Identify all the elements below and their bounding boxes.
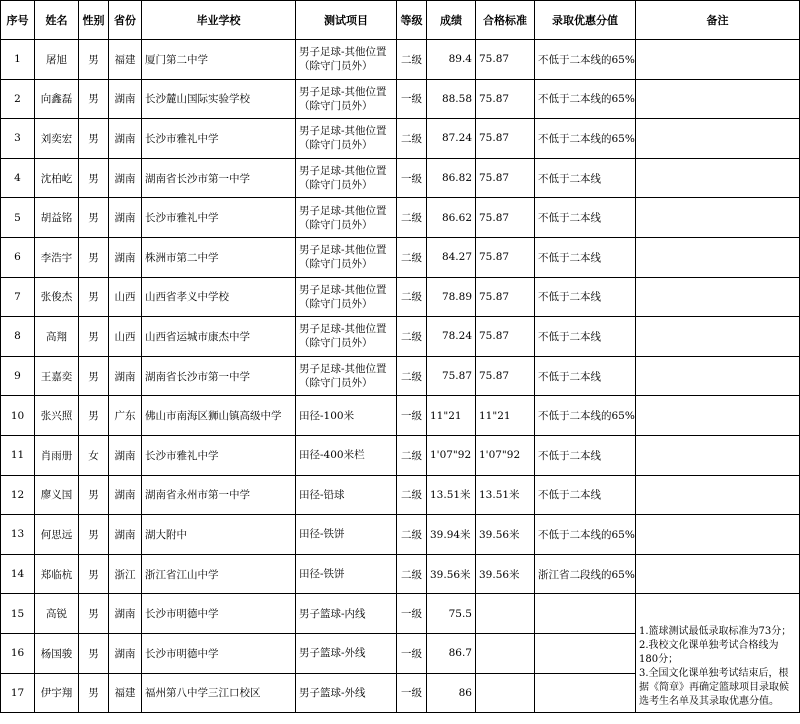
- cell-gender: 男: [79, 594, 109, 634]
- cell-level: 二级: [397, 277, 427, 317]
- cell-gender: 男: [79, 554, 109, 594]
- cell-seq: 8: [1, 317, 35, 357]
- cell-province: 湖南: [109, 475, 142, 515]
- cell-event: 男子足球-其他位置（除守门员外）: [296, 158, 397, 198]
- cell-seq: 13: [1, 515, 35, 555]
- cell-name: 屠旭: [35, 40, 79, 80]
- table-row: [1, 515, 800, 555]
- cell-remark: [636, 396, 800, 436]
- cell-name: 杨国骏: [35, 633, 79, 673]
- cell-province: 福建: [109, 673, 142, 712]
- cell-name: 肖雨册: [35, 435, 79, 475]
- table-row: [1, 396, 800, 436]
- table-row: [1, 317, 800, 357]
- cell-province: 湖南: [109, 119, 142, 159]
- cell-score: 87.24: [427, 119, 476, 159]
- table-row: [1, 237, 800, 277]
- cell-offer: 不低于二本线: [535, 317, 636, 357]
- cell-score: 39.94米: [427, 515, 476, 555]
- cell-standard: 75.87: [476, 158, 535, 198]
- cell-standard: 75.87: [476, 317, 535, 357]
- header-offer: 录取优惠分值: [535, 1, 636, 40]
- cell-school: 长沙市雅礼中学: [142, 435, 296, 475]
- cell-seq: 15: [1, 594, 35, 634]
- cell-school: 山西省孝义中学校: [142, 277, 296, 317]
- cell-school: 福州第八中学三江口校区: [142, 673, 296, 712]
- cell-score: 88.58: [427, 79, 476, 119]
- cell-standard: [476, 594, 535, 634]
- cell-remark: [636, 79, 800, 119]
- cell-score: 89.4: [427, 40, 476, 80]
- cell-score: 86.7: [427, 633, 476, 673]
- cell-seq: 6: [1, 237, 35, 277]
- header-event: 测试项目: [296, 1, 397, 40]
- cell-event: 田径-铅球: [296, 475, 397, 515]
- basketball-remark-note: [636, 594, 800, 712]
- cell-gender: 男: [79, 198, 109, 238]
- cell-remark: [636, 554, 800, 594]
- cell-standard: [476, 633, 535, 673]
- cell-name: 高锐: [35, 594, 79, 634]
- cell-offer: 不低于二本线: [535, 435, 636, 475]
- cell-score: 75.5: [427, 594, 476, 634]
- cell-score: 86: [427, 673, 476, 712]
- cell-seq: 16: [1, 633, 35, 673]
- header-seq: 序号: [1, 1, 35, 40]
- cell-level: 二级: [397, 356, 427, 396]
- cell-name: 王嘉奕: [35, 356, 79, 396]
- cell-standard: 13.51米: [476, 475, 535, 515]
- cell-offer: [535, 673, 636, 712]
- cell-level: 二级: [397, 119, 427, 159]
- cell-level: 二级: [397, 554, 427, 594]
- cell-seq: 1: [1, 40, 35, 80]
- cell-standard: 1'07"92: [476, 435, 535, 475]
- cell-offer: 不低于二本线: [535, 158, 636, 198]
- remark-note-line: 3.全国文化课单独考试结束后，根据《简章》再确定篮球项目录取候选考生名单及其录取优惠分值。: [639, 667, 789, 707]
- cell-offer: 不低于二本线的65%: [535, 119, 636, 159]
- cell-level: 二级: [397, 515, 427, 555]
- cell-name: 郑临杭: [35, 554, 79, 594]
- header-score: 成绩: [427, 1, 476, 40]
- cell-province: 浙江: [109, 554, 142, 594]
- cell-level: 一级: [397, 396, 427, 436]
- cell-school: 湖大附中: [142, 515, 296, 555]
- cell-province: 湖南: [109, 435, 142, 475]
- remark-note-line: 2.我校文化课单独考试合格线为180分；: [639, 639, 779, 665]
- cell-standard: 75.87: [476, 79, 535, 119]
- cell-school: 长沙市明德中学: [142, 633, 296, 673]
- cell-province: 湖南: [109, 158, 142, 198]
- cell-seq: 14: [1, 554, 35, 594]
- cell-remark: [636, 40, 800, 80]
- cell-gender: 男: [79, 119, 109, 159]
- cell-offer: 不低于二本线: [535, 277, 636, 317]
- table-row: [1, 435, 800, 475]
- header-standard: 合格标准: [476, 1, 535, 40]
- cell-event: 男子足球-其他位置（除守门员外）: [296, 237, 397, 277]
- cell-offer: 不低于二本线的65%: [535, 40, 636, 80]
- header-province: 省份: [109, 1, 142, 40]
- cell-event: 男子足球-其他位置（除守门员外）: [296, 356, 397, 396]
- table-row: [1, 594, 800, 634]
- cell-standard: 75.87: [476, 277, 535, 317]
- cell-offer: 不低于二本线的65%: [535, 79, 636, 119]
- cell-remark: [636, 198, 800, 238]
- cell-name: 廖义国: [35, 475, 79, 515]
- table-row: [1, 277, 800, 317]
- cell-score: 78.24: [427, 317, 476, 357]
- cell-standard: 75.87: [476, 40, 535, 80]
- cell-level: 一级: [397, 158, 427, 198]
- cell-gender: 男: [79, 237, 109, 277]
- cell-event: 男子足球-其他位置（除守门员外）: [296, 277, 397, 317]
- cell-gender: 男: [79, 673, 109, 712]
- header-school: 毕业学校: [142, 1, 296, 40]
- cell-school: 湖南省长沙市第一中学: [142, 158, 296, 198]
- cell-name: 高翔: [35, 317, 79, 357]
- cell-event: 男子足球-其他位置（除守门员外）: [296, 119, 397, 159]
- cell-school: 长沙市雅礼中学: [142, 119, 296, 159]
- cell-standard: 75.87: [476, 356, 535, 396]
- cell-seq: 2: [1, 79, 35, 119]
- cell-score: 1'07"92: [427, 435, 476, 475]
- cell-offer: 不低于二本线的65%: [535, 515, 636, 555]
- cell-standard: 11"21: [476, 396, 535, 436]
- cell-level: 二级: [397, 40, 427, 80]
- cell-school: 株洲市第二中学: [142, 237, 296, 277]
- cell-remark: [636, 356, 800, 396]
- cell-remark: [636, 515, 800, 555]
- cell-gender: 女: [79, 435, 109, 475]
- cell-gender: 男: [79, 40, 109, 80]
- cell-province: 湖南: [109, 515, 142, 555]
- cell-gender: 男: [79, 79, 109, 119]
- cell-seq: 3: [1, 119, 35, 159]
- cell-standard: 39.56米: [476, 515, 535, 555]
- cell-standard: [476, 673, 535, 712]
- cell-seq: 5: [1, 198, 35, 238]
- cell-name: 张俊杰: [35, 277, 79, 317]
- cell-event: 男子足球-其他位置（除守门员外）: [296, 40, 397, 80]
- cell-province: 山西: [109, 317, 142, 357]
- cell-offer: 不低于二本线的65%: [535, 396, 636, 436]
- table-row: [1, 475, 800, 515]
- cell-level: 二级: [397, 198, 427, 238]
- cell-school: 山西省运城市康杰中学: [142, 317, 296, 357]
- cell-offer: 浙江省二段线的65%: [535, 554, 636, 594]
- cell-province: 山西: [109, 277, 142, 317]
- cell-event: 男子篮球-外线: [296, 673, 397, 712]
- cell-standard: 75.87: [476, 237, 535, 277]
- cell-gender: 男: [79, 158, 109, 198]
- cell-score: 84.27: [427, 237, 476, 277]
- cell-remark: [636, 475, 800, 515]
- cell-name: 沈柏屹: [35, 158, 79, 198]
- cell-seq: 7: [1, 277, 35, 317]
- header-gender: 性别: [79, 1, 109, 40]
- cell-event: 男子篮球-内线: [296, 594, 397, 634]
- cell-province: 湖南: [109, 79, 142, 119]
- cell-event: 田径-400米栏: [296, 435, 397, 475]
- cell-name: 张兴照: [35, 396, 79, 436]
- cell-gender: 男: [79, 633, 109, 673]
- cell-offer: 不低于二本线: [535, 198, 636, 238]
- cell-offer: 不低于二本线: [535, 475, 636, 515]
- cell-event: 男子足球-其他位置（除守门员外）: [296, 79, 397, 119]
- cell-event: 田径-铁饼: [296, 515, 397, 555]
- cell-school: 湖南省永州市第一中学: [142, 475, 296, 515]
- cell-province: 湖南: [109, 594, 142, 634]
- cell-standard: 39.56米: [476, 554, 535, 594]
- cell-level: 二级: [397, 237, 427, 277]
- cell-level: 一级: [397, 673, 427, 712]
- cell-remark: [636, 277, 800, 317]
- cell-school: 湖南省长沙市第一中学: [142, 356, 296, 396]
- cell-gender: 男: [79, 277, 109, 317]
- cell-seq: 9: [1, 356, 35, 396]
- cell-event: 田径-100米: [296, 396, 397, 436]
- cell-level: 二级: [397, 317, 427, 357]
- cell-remark: [636, 119, 800, 159]
- cell-score: 75.87: [427, 356, 476, 396]
- cell-name: 刘奕宏: [35, 119, 79, 159]
- cell-score: 13.51米: [427, 475, 476, 515]
- cell-gender: 男: [79, 356, 109, 396]
- cell-school: 佛山市南海区狮山镇高级中学: [142, 396, 296, 436]
- cell-offer: 不低于二本线: [535, 237, 636, 277]
- cell-score: 86.82: [427, 158, 476, 198]
- table-row: [1, 554, 800, 594]
- header-level: 等级: [397, 1, 427, 40]
- cell-level: 一级: [397, 594, 427, 634]
- header-name: 姓名: [35, 1, 79, 40]
- header-row: [1, 1, 800, 40]
- cell-offer: [535, 594, 636, 634]
- cell-school: 浙江省江山中学: [142, 554, 296, 594]
- table-row: [1, 356, 800, 396]
- cell-seq: 11: [1, 435, 35, 475]
- cell-name: 李浩宇: [35, 237, 79, 277]
- cell-province: 湖南: [109, 237, 142, 277]
- cell-name: 伊宇翔: [35, 673, 79, 712]
- cell-level: 一级: [397, 633, 427, 673]
- cell-standard: 75.87: [476, 198, 535, 238]
- cell-event: 田径-铁饼: [296, 554, 397, 594]
- cell-score: 11"21: [427, 396, 476, 436]
- cell-level: 二级: [397, 435, 427, 475]
- cell-score: 39.56米: [427, 554, 476, 594]
- cell-province: 湖南: [109, 356, 142, 396]
- remark-note-line: 1.篮球测试最低录取标准为73分；: [639, 625, 792, 637]
- cell-score: 78.89: [427, 277, 476, 317]
- table-row: [1, 158, 800, 198]
- cell-remark: [636, 317, 800, 357]
- cell-gender: 男: [79, 396, 109, 436]
- cell-school: 厦门第二中学: [142, 40, 296, 80]
- cell-offer: [535, 633, 636, 673]
- cell-name: 胡益铭: [35, 198, 79, 238]
- cell-school: 长沙市雅礼中学: [142, 198, 296, 238]
- cell-province: 湖南: [109, 633, 142, 673]
- cell-event: 男子篮球-外线: [296, 633, 397, 673]
- cell-event: 男子足球-其他位置（除守门员外）: [296, 317, 397, 357]
- table-row: [1, 40, 800, 80]
- cell-province: 湖南: [109, 198, 142, 238]
- cell-level: 一级: [397, 79, 427, 119]
- cell-offer: 不低于二本线: [535, 356, 636, 396]
- cell-school: 长沙市明德中学: [142, 594, 296, 634]
- cell-province: 广东: [109, 396, 142, 436]
- table-row: [1, 198, 800, 238]
- cell-seq: 4: [1, 158, 35, 198]
- cell-gender: 男: [79, 475, 109, 515]
- cell-name: 何思远: [35, 515, 79, 555]
- cell-level: 二级: [397, 475, 427, 515]
- cell-school: 长沙麓山国际实验学校: [142, 79, 296, 119]
- table-row: [1, 119, 800, 159]
- cell-name: 向鑫磊: [35, 79, 79, 119]
- cell-gender: 男: [79, 317, 109, 357]
- cell-standard: 75.87: [476, 119, 535, 159]
- cell-seq: 17: [1, 673, 35, 712]
- cell-score: 86.62: [427, 198, 476, 238]
- cell-province: 福建: [109, 40, 142, 80]
- cell-remark: [636, 435, 800, 475]
- table-row: [1, 79, 800, 119]
- header-remark: 备注: [636, 1, 800, 40]
- cell-gender: 男: [79, 515, 109, 555]
- cell-event: 男子足球-其他位置（除守门员外）: [296, 198, 397, 238]
- cell-seq: 10: [1, 396, 35, 436]
- cell-remark: [636, 158, 800, 198]
- cell-seq: 12: [1, 475, 35, 515]
- cell-remark: [636, 237, 800, 277]
